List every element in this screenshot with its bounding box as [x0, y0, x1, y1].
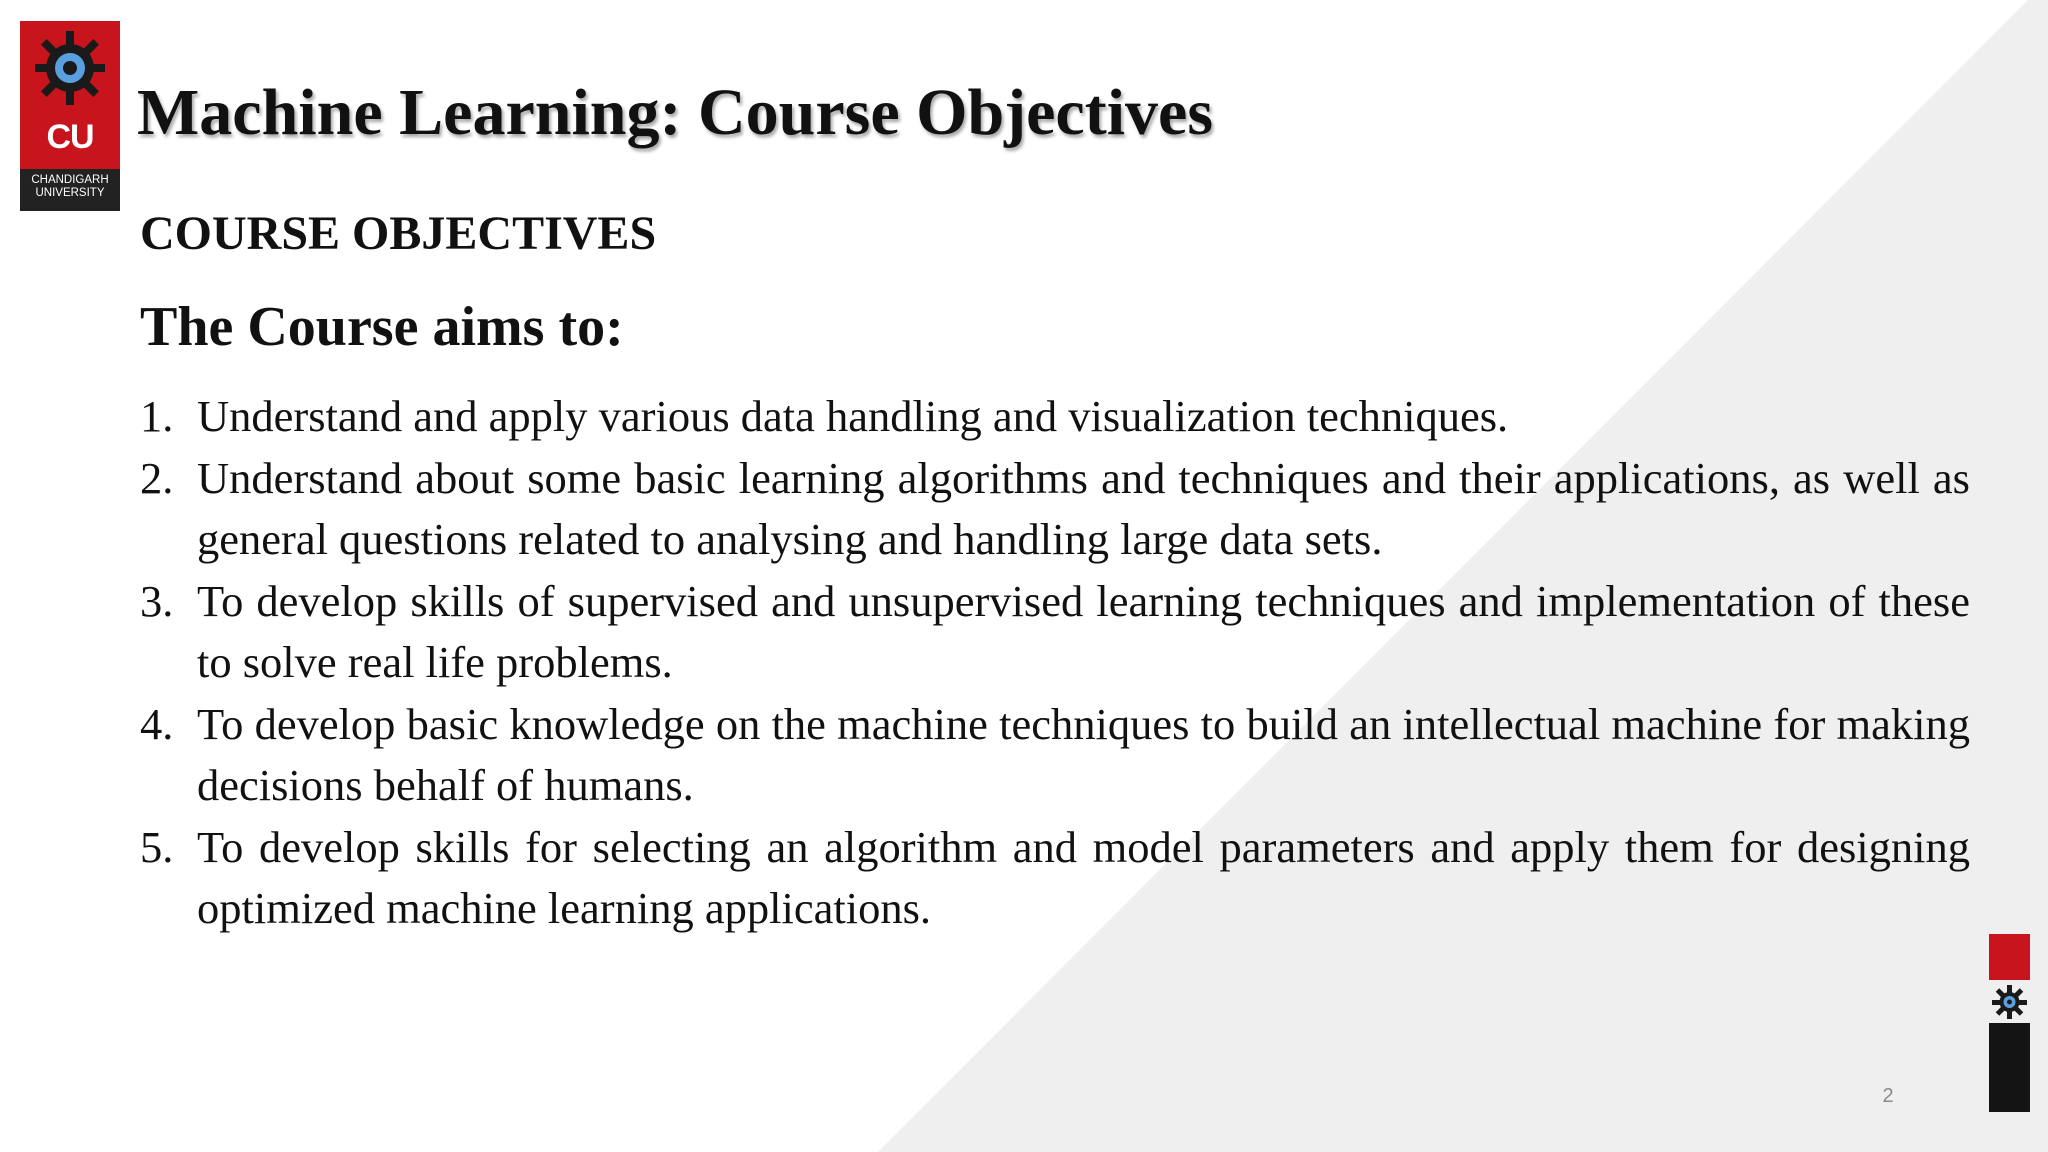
- objective-number: 3.: [140, 575, 174, 626]
- gear-emblem-icon: [34, 29, 106, 107]
- objective-item-4: [140, 694, 1970, 817]
- objective-number: 5.: [140, 821, 174, 872]
- objective-item-1: [140, 386, 1970, 448]
- objective-text: To develop basic knowledge on the machine techniques to build an intellectual machine for making decisions behalf of humans.: [197, 698, 1970, 810]
- section-subheading: COURSE OBJECTIVES: [140, 207, 657, 260]
- objectives-list: [140, 386, 1970, 940]
- objective-item-2: [140, 448, 1970, 571]
- objective-text: Understand about some basic learning algorithms and techniques and their applications, as well as general questions related to analysing and handling large data sets.: [197, 452, 1970, 564]
- logo-initials: CU: [46, 118, 94, 156]
- objective-number: 4.: [140, 698, 174, 749]
- objective-number: 2.: [140, 452, 174, 503]
- objective-text: Understand and apply various data handling and visualization techniques.: [197, 391, 1509, 441]
- page-number: 2: [1882, 1085, 1894, 1107]
- objective-item-5: [140, 817, 1970, 940]
- course-aims-heading: The Course aims to:: [140, 296, 624, 358]
- brand-marker-red: [1989, 934, 2030, 980]
- brand-marker-black: [1989, 1023, 2030, 1112]
- small-gear-icon: [1992, 985, 2027, 1019]
- logo-university-name: [20, 169, 120, 211]
- logo-university-line1: CHANDIGARH: [31, 174, 109, 186]
- objective-text: To develop skills for selecting an algorithm and model parameters and apply them for designing optimized machine learning applications.: [197, 821, 1970, 933]
- slide-title: Machine Learning: Course Objectives: [137, 76, 1214, 149]
- university-logo: [20, 21, 120, 199]
- objective-text: To develop skills of supervised and unsupervised learning techniques and implementation of these to solve real life problems.: [197, 575, 1970, 687]
- objective-number: 1.: [140, 391, 174, 441]
- objective-item-3: [140, 571, 1970, 694]
- logo-university-line2: UNIVERSITY: [35, 187, 105, 199]
